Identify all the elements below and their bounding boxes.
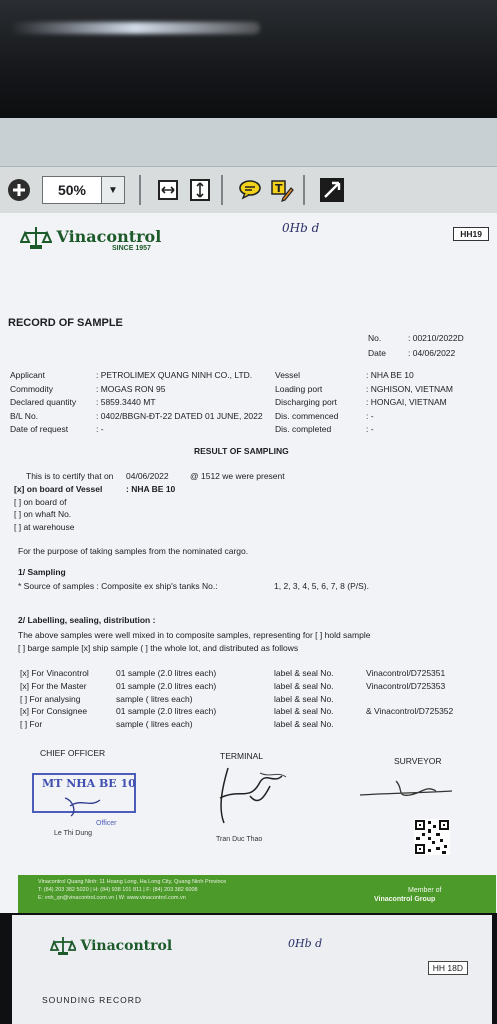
qr-code-icon xyxy=(414,819,450,855)
field-label: Vessel xyxy=(275,370,301,380)
certify-date: 04/06/2022 xyxy=(126,471,169,481)
expand-arrow-icon xyxy=(319,177,345,203)
sounding-record-title: SOUNDING RECORD xyxy=(42,995,143,1005)
plus-circle-icon xyxy=(7,178,31,202)
zoom-value[interactable]: 50% xyxy=(42,176,102,204)
presence-option: [x] on board of Vessel xyxy=(14,484,103,494)
svg-text:T: T xyxy=(275,182,283,195)
text-markup-button[interactable] xyxy=(269,177,295,203)
doc-date-value: : 04/06/2022 xyxy=(408,348,456,358)
monitor-bezel xyxy=(0,0,497,120)
footer-member-label: Member of xyxy=(408,887,442,894)
dist-recipient: [x] For Consignee xyxy=(20,706,88,717)
stamp-text: MT NHA BE 10 xyxy=(42,777,136,790)
document-page-2 xyxy=(12,915,492,1024)
field-label: Applicant xyxy=(10,370,45,380)
terminal-signature xyxy=(200,758,300,838)
caret-down-icon: ▼ xyxy=(108,184,118,196)
field-value: : - xyxy=(366,410,374,421)
field-label: Loading port xyxy=(275,383,323,394)
logo-since: SINCE 1957 xyxy=(112,245,151,252)
zoom-dropdown-button[interactable] xyxy=(102,176,125,204)
fit-width-button[interactable] xyxy=(155,177,181,203)
stamp-officer: Officer xyxy=(96,820,117,827)
field-value: : HONGAI, VIETNAM xyxy=(366,397,447,407)
sampling-tanks: 1, 2, 3, 4, 5, 6, 7, 8 (P/S). xyxy=(274,581,369,591)
field-label: Discharging port xyxy=(275,397,337,407)
dist-seal-label: label & seal No. xyxy=(274,706,334,717)
comment-button[interactable] xyxy=(237,177,263,203)
dist-recipient: [x] For the Master xyxy=(20,680,87,691)
field-label: B/L No. xyxy=(10,410,39,421)
dist-seal-number: Vinacontrol/D725353 xyxy=(366,680,446,691)
labelling-line-1: The above samples were well mixed in to composite samples, representing for [ ] hold sample xyxy=(18,630,371,640)
sampling-heading: 1/ Sampling xyxy=(18,567,66,577)
dist-recipient: [x] For Vinacontrol xyxy=(20,668,89,678)
certify-time: @ 1512 we were present xyxy=(190,471,285,481)
terminal-label: TERMINAL xyxy=(220,751,263,761)
footer-phone: T: (84) 203 382 5020 | H: (84) 938 101 811 | F: (84) 203 382 6008 xyxy=(38,887,198,893)
toolbar-divider xyxy=(303,175,305,205)
footer-member-group: Vinacontrol Group xyxy=(374,896,436,903)
presence-option: [ ] on board of xyxy=(14,496,67,507)
scale-logo-icon xyxy=(50,935,76,957)
dist-seal-number: Vinacontrol/D725351 xyxy=(366,668,446,678)
dist-seal-label: label & seal No. xyxy=(274,693,334,704)
presence-option: [ ] on whaft No. xyxy=(14,509,72,519)
footer-address: Vinacontrol Quang Ninh: 11 Hoang Long, Ha Long City, Quang Ninh Province xyxy=(38,879,227,885)
form-code-2: HH 18D xyxy=(428,961,468,975)
labelling-heading: 2/ Labelling, sealing, distribution : xyxy=(18,615,156,625)
speech-bubble-icon xyxy=(238,178,262,202)
doc-number-value: : 00210/2022D xyxy=(408,333,464,343)
handwritten-initials-2: 0Hb d xyxy=(288,937,323,950)
field-label: Date of request xyxy=(10,424,69,434)
dist-quantity: sample ( litres each) xyxy=(116,719,193,730)
surveyor-label: SURVEYOR xyxy=(394,756,442,766)
field-value: : - xyxy=(366,424,374,434)
certify-text: This is to certify that on xyxy=(26,471,114,481)
dist-quantity: 01 sample (2.0 litres each) xyxy=(116,668,217,678)
field-value: : NHA BE 10 xyxy=(366,370,414,380)
chief-signature xyxy=(60,788,120,818)
handwritten-initials: 0Hb d xyxy=(282,221,320,235)
dist-recipient: [ ] For analysing xyxy=(20,693,81,704)
presence-option: [ ] at warehouse xyxy=(14,521,75,532)
screen-glare xyxy=(10,22,260,34)
dist-seal-label: label & seal No. xyxy=(274,719,334,730)
logo-text: Vinacontrol xyxy=(56,227,162,247)
fit-page-icon xyxy=(188,178,212,202)
document-page xyxy=(0,213,497,913)
form-code: HH19 xyxy=(453,227,489,241)
dist-seal-label: label & seal No. xyxy=(274,680,334,691)
field-value: : 5859.3440 MT xyxy=(96,397,156,407)
dist-quantity: sample ( litres each) xyxy=(116,693,193,704)
scale-logo-icon xyxy=(20,225,52,251)
pdf-toolbar xyxy=(0,166,497,214)
dist-recipient: [ ] For xyxy=(20,719,43,730)
footer-email: E: vnh_qn@vinacontrol.com.vn | W: www.vinacontrol.com.vn xyxy=(38,895,186,901)
toolbar-divider xyxy=(139,175,141,205)
text-pen-icon xyxy=(270,178,294,202)
labelling-line-2: [ ] barge sample [x] ship sample ( ] the whole lot, and distributed as follows xyxy=(18,643,299,653)
surveyor-signature xyxy=(356,773,456,813)
chief-officer-name: Le Thi Dung xyxy=(54,830,93,837)
terminal-name: Tran Duc Thao xyxy=(216,836,263,843)
field-value: : PETROLIMEX QUANG NINH CO., LTD. xyxy=(96,370,253,380)
field-value: : NGHISON, VIETNAM xyxy=(366,383,453,394)
toolbar-divider xyxy=(221,175,223,205)
document-footer xyxy=(18,875,496,913)
document-title: RECORD OF SAMPLE xyxy=(8,317,123,329)
zoom-in-button[interactable] xyxy=(6,177,32,203)
result-heading: RESULT OF SAMPLING xyxy=(194,446,289,456)
field-label: Dis. completed xyxy=(275,424,332,434)
fit-page-button[interactable] xyxy=(187,177,213,203)
field-value: : - xyxy=(96,424,104,434)
company-logo-2 xyxy=(50,935,172,957)
fit-width-icon xyxy=(156,178,180,202)
dist-quantity: 01 sample (2.0 litres each) xyxy=(116,706,217,717)
field-label: Declared quantity xyxy=(10,397,77,407)
viewer-header-area xyxy=(0,118,497,166)
dist-seal-number: & Vinacontrol/D725352 xyxy=(366,706,454,717)
logo-text-2: Vinacontrol xyxy=(80,938,173,955)
full-screen-button[interactable] xyxy=(319,177,345,203)
sampling-source: * Source of samples : Composite ex ship's tanks No.: xyxy=(18,581,218,591)
field-value: : 0402/BBGN-ĐT-22 DATED 01 JUNE, 2022 xyxy=(96,410,263,421)
purpose-text: For the purpose of taking samples from the nominated cargo. xyxy=(18,546,249,556)
zoom-select[interactable] xyxy=(42,176,125,204)
field-label: Commodity xyxy=(10,383,53,394)
vessel-option-value: : NHA BE 10 xyxy=(126,484,176,494)
doc-number-label: No. xyxy=(368,333,382,343)
dist-quantity: 01 sample (2.0 litres each) xyxy=(116,680,217,691)
dist-seal-label: label & seal No. xyxy=(274,668,334,678)
field-label: Dis. commenced xyxy=(275,410,339,421)
chief-officer-label: CHIEF OFFICER xyxy=(40,748,106,758)
doc-date-label: Date xyxy=(368,348,386,358)
field-value: : MOGAS RON 95 xyxy=(96,383,166,394)
